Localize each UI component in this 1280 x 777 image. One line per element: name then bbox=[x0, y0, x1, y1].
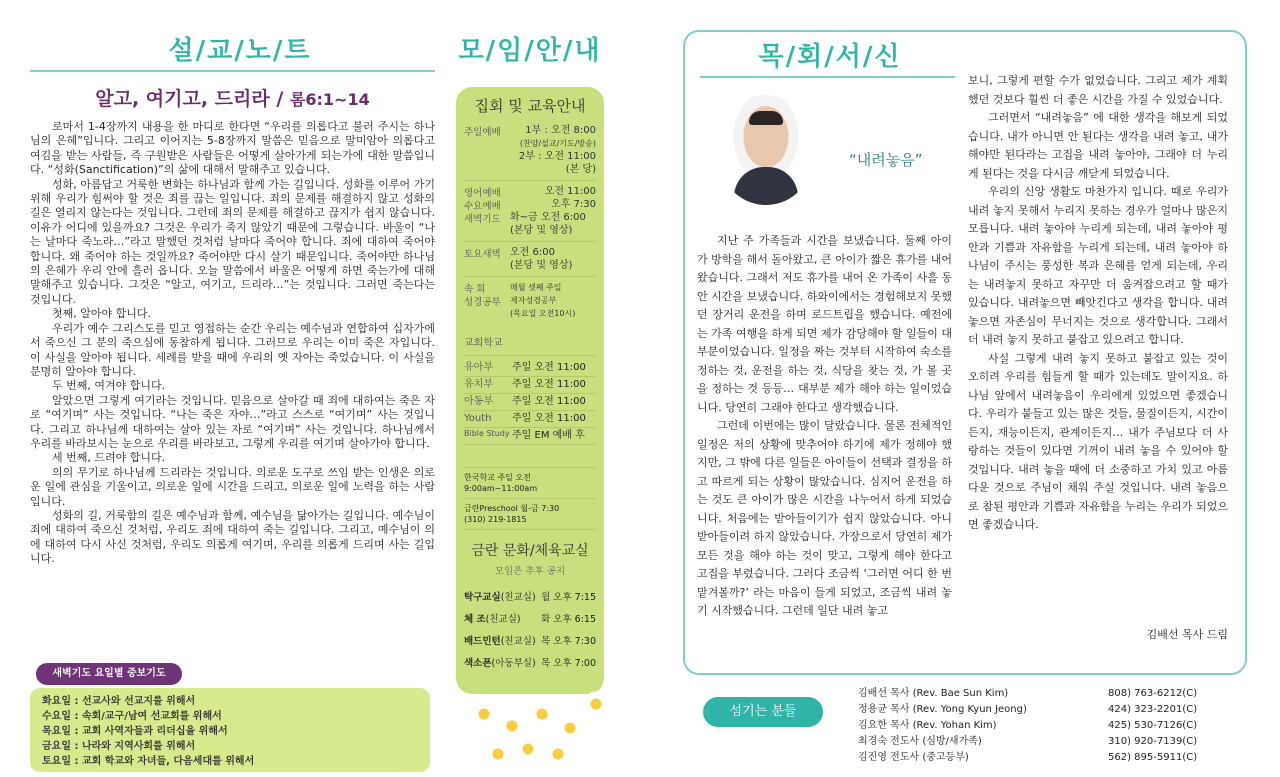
divider bbox=[464, 180, 596, 181]
center-row bbox=[464, 631, 596, 653]
schedule-label: 속 회 bbox=[464, 284, 486, 295]
school-time: 주일 오전 11:00 bbox=[512, 413, 586, 424]
divider bbox=[464, 529, 596, 530]
prayer-list bbox=[30, 688, 430, 772]
prayer-item: 수요일 : 속회/교구/남여 선교회를 위해서 bbox=[42, 711, 222, 722]
center-place: (아동부실) bbox=[491, 658, 536, 669]
spacer bbox=[464, 445, 596, 463]
daisy-flower-icon bbox=[470, 700, 498, 728]
center-place: (친교실) bbox=[485, 614, 521, 625]
schedule-label: 영어예배 bbox=[464, 188, 501, 199]
school-row bbox=[464, 360, 596, 377]
schedule-row bbox=[464, 294, 596, 320]
prayer-item: 토요일 : 교회 학교와 자녀들, 다음세대를 위해서 bbox=[42, 756, 255, 767]
prayer-item: 화요일 : 선교사와 선교지를 위해서 bbox=[42, 696, 196, 707]
center-title: 금란 문화/체육교실 bbox=[471, 543, 589, 559]
letter-paragraph: 우리의 신앙 생활도 마찬가지 입니다. 때로 우리가 내려 놓지 못해서 누리지 못하는 경우가 얼마나 많은지 모릅니다. 내려 놓아야 누리게 되는데, 내려 놓아야 평안과 기쁨과 자유함을 누리게 되는데, 내려 놓아야 하나님이 주시는 풍성한 복과 은혜를 얻게 되는데, 우리는 내려놓지 못하고 자꾸만 더 움켜잡으려고 할 때가 있습니다. 내려놓으면 빼앗긴다고 생각을 합니다. 내려 놓으면 자존심이 무너지는 것으로 생각합니다. 그래서 더 내려 놓지 못하고 붙잡고 있으려고 합니다. bbox=[968, 185, 1228, 346]
prayer-item: 금요일 : 나라와 지역사회를 위해서 bbox=[42, 741, 196, 752]
photo-hair bbox=[749, 111, 783, 125]
staff-list bbox=[858, 686, 1238, 766]
photo-suit bbox=[734, 167, 798, 205]
sermon-title-text: 알고, 여기고, 드리라 / bbox=[95, 88, 284, 110]
center-name: 체 조 bbox=[464, 614, 486, 625]
sermon-paragraph: 두 번째, 여겨야 합니다. bbox=[52, 379, 166, 393]
staff-phone: 808) 763-6212(C) bbox=[1108, 688, 1198, 699]
sermon-reference: 롬6:1~14 bbox=[289, 90, 370, 109]
school-row bbox=[464, 394, 596, 411]
school-name: 유아부 bbox=[464, 362, 493, 373]
schedule-value: (찬양/설교/기도/방송) bbox=[519, 139, 596, 148]
staff-row bbox=[858, 702, 1238, 718]
meeting-panel bbox=[456, 87, 604, 694]
staff-row bbox=[858, 750, 1238, 766]
school-time: 주일 EM 예배 후 bbox=[512, 430, 585, 441]
center-place: (친교실) bbox=[500, 592, 536, 603]
center-row bbox=[464, 609, 596, 631]
center-row bbox=[464, 587, 596, 609]
meeting-panel-title: 집회 및 교육안내 bbox=[474, 97, 586, 115]
school-time: 주일 오전 11:00 bbox=[512, 396, 586, 407]
sermon-paragraph: 성화의 길, 거룩함의 길은 예수님과 함께, 예수님을 닮아가는 길입니다. 예수님이 죄에 대하여 죽으신 것처럼, 우리도 죄에 대하여 죽는 길입니다. 그리고, 예수님이 의에 대하여 다시 사신 것처럼, 우리도 의롭게 여기며, 우리를 의롭게 드리며 사는 길입니다. bbox=[30, 508, 435, 566]
preschool-phone: (310) 219-1815 bbox=[464, 515, 527, 524]
sermon-body bbox=[30, 120, 435, 567]
center-name: 배드민턴 bbox=[464, 636, 501, 647]
staff-row bbox=[858, 686, 1238, 702]
prayer-item: 목요일 : 교회 사역자들과 리더십을 위해서 bbox=[42, 726, 228, 737]
staff-name: 김배선 목사 (Rev. Bae Sun Kim) bbox=[858, 688, 1009, 699]
pastor-photo bbox=[716, 95, 816, 205]
school-row bbox=[464, 428, 596, 445]
schedule-value: (목요일 오전10시) bbox=[510, 309, 576, 318]
staff-tag: 섬기는 분들 bbox=[703, 697, 823, 727]
staff-name: 최경숙 전도사 (심방/새가족) bbox=[858, 736, 982, 747]
schedule-label: 토요새벽 bbox=[464, 249, 501, 260]
schedule-row bbox=[464, 124, 596, 176]
staff-row bbox=[858, 718, 1238, 734]
schedule-value: 2부 : 오전 11:00 bbox=[518, 151, 596, 162]
sermon-paragraph: 세 번째, 드려야 합니다. bbox=[52, 451, 166, 465]
staff-phone: 425) 530-7126(C) bbox=[1108, 720, 1198, 731]
staff-phone: 310) 920-7139(C) bbox=[1108, 736, 1198, 747]
meeting-heading: 모/임/안/내 bbox=[458, 36, 602, 66]
letter-paragraph: 그런데 이번에는 많이 달랐습니다. 물론 전체적인 일정은 저의 상황에 맞추어야 하기에 제가 정해야 했지만, 그 밖에 다른 일들은 아이들이 선택과 결정을 하고 따르게 되는 상황이 많았습니다. 심지어 운전을 하는 것도 큰 아이가 많은 시간을 나누어서 하게 되었습니다. 처음에는 받아들이기가 쉽지 않았습니다. 아니 받아들이려 하지 않았습니다. 가장으로서 당연히 제가 모든 것을 해야 하는 것이 맞고, 그렇게 해야 한다고 고집을 부렸습니다. 그러다 조금씩 ‘그러면 어디 한 번 맡겨볼까?’ 라는 마음이 들게 되었고, 조금씩 내려 놓기 시작했습니다. 그런데 일단 내려 놓고 bbox=[697, 419, 952, 617]
school-row bbox=[464, 411, 596, 428]
daisy-flower-icon bbox=[556, 714, 584, 742]
schedule-value: 1부 : 오전 8:00 bbox=[525, 125, 596, 136]
center-note: 모임은 추후 공지 bbox=[494, 566, 566, 577]
letter-heading: 목/회/서/신 bbox=[758, 42, 902, 72]
letter-paragraph: 사실 그렇게 내려 놓지 못하고 붙잡고 있는 것이 오히려 우리를 힘들게 할 때가 있는데도 말이지요. 하나님 앞에서 내려놓음이 우리에게 있었으면 좋겠습니다. 우리가 붙들고 있는 많은 것들, 물질이든지, 시간이든지, 재능이든지, 관계이든지… 내가 주님보다 더 사랑하는 것들이 있다면 기꺼이 내려 놓을 수 있어야 할 것입니다. 내려 놓을 때에 더 소중하고 가치 있고 아름다운 것으로 주님이 채워 주실 것입니다. 내려 놓음으로 참된 평안과 기쁨과 자유함을 누리는 우리가 되었으면 좋겠습니다. bbox=[968, 351, 1228, 531]
schedule-row bbox=[464, 281, 596, 294]
sermon-heading-rule bbox=[30, 70, 435, 72]
school-time: 주일 오전 11:00 bbox=[512, 362, 586, 373]
school-row bbox=[464, 377, 596, 394]
center-name: 탁구교실 bbox=[464, 592, 501, 603]
schedule-value: 매월 셋째 주일 bbox=[510, 283, 562, 292]
center-time: 목 오후 7:00 bbox=[541, 658, 596, 669]
sermon-paragraph: 알았으면 그렇게 여기라는 것입니다. 믿음으로 살아갈 때 죄에 대하여는 죽은 자로 “여기며” 사는 것입니다. “나는 죽은 자야…”라고 스스로 “여기며” 사는 것입니다. 그리고 하나님께 대하여는 살아 있는 자로 “여기며” 사는 것입니다. 하나님께서 우리를 바라보시는 눈으로 우리를 바라보고, 그렇게 우리를 여기며 살아가야 합니다. bbox=[30, 393, 435, 450]
letter-paragraph: 보니, 그렇게 편할 수가 없었습니다. 그리고 제가 계획했던 것보다 훨씬 더 좋은 시간을 가질 수 있었습니다. bbox=[968, 74, 1228, 106]
school-title: 교회학교 bbox=[464, 338, 503, 349]
daisy-flower-icon bbox=[582, 690, 610, 718]
school-name: 유치부 bbox=[464, 379, 493, 390]
divider bbox=[464, 241, 596, 242]
schedule-label: 주일예배 bbox=[464, 127, 501, 138]
center-time: 월 오후 7:15 bbox=[541, 592, 596, 603]
schedule-row bbox=[464, 198, 596, 211]
sermon-paragraph: 로마서 1-4장까지 내용을 한 마디로 한다면 “우리를 의롭다고 불러 주시는 하나님의 은혜”입니다. 그리고 이어지는 5-8장까지 말씀은 믿음으로 말미암아 의롭다고 여김을 받는 사람들, 즉 구원받은 사람들은 어떻게 살아가게 되는가에 대한 말씀입니다. “성화(Sanctification)”의 삶에 대해서 말해주고 있습니다. bbox=[30, 120, 435, 177]
daisy-flower-icon bbox=[528, 700, 556, 728]
letter-heading-rule bbox=[700, 76, 955, 78]
staff-name: 김진영 전도사 (중고등부) bbox=[858, 752, 969, 763]
sermon-heading: 설/교/노/트 bbox=[168, 36, 312, 66]
schedule-value: 오전 6:00 bbox=[510, 247, 555, 258]
staff-row bbox=[858, 734, 1238, 750]
preschool: 금란Preschool 월-금 7:30 bbox=[464, 504, 560, 513]
school-name: 아동부 bbox=[464, 396, 493, 407]
schedule-value: (본 당) bbox=[565, 164, 596, 175]
schedule-row bbox=[464, 185, 596, 198]
schedule-value: (본당 및 영상) bbox=[510, 260, 573, 271]
center-place: (친교실) bbox=[500, 636, 536, 647]
staff-name: 김요한 목사 (Rev. Yohan Kim) bbox=[858, 720, 997, 731]
divider bbox=[464, 355, 596, 356]
schedule-value: 제자성경공부 bbox=[510, 296, 557, 305]
school-time: 주일 오전 11:00 bbox=[512, 379, 586, 390]
letter-paragraph: 그러면서 “내려놓음” 에 대한 생각을 해보게 되었습니다. 내가 아니면 안 된다는 생각을 내려 놓고, 내가 해야만 된다라는 고집을 내려 놓아야, 그래야 더 누리게 된다는 것을 다시금 깨닫게 되었습니다. bbox=[968, 111, 1228, 180]
daisy-flower-icon bbox=[544, 740, 572, 768]
staff-phone: 562) 895-5911(C) bbox=[1108, 752, 1198, 763]
schedule-row bbox=[464, 211, 596, 237]
schedule-label: 새벽기도 bbox=[464, 214, 501, 225]
sermon-paragraph: 첫째, 알아야 합니다. bbox=[52, 307, 151, 321]
schedule-value: 화~금 오전 6:00 bbox=[510, 212, 586, 223]
sermon-paragraph: 우리가 예수 그리스도를 믿고 영접하는 순간 우리는 예수님과 연합하여 십자가에서 죽으신 그 분의 죽으심에 동참하게 됩니다. 그러므로 우리는 이미 죽은 자입니다. 이 사실을 알아야 됩니다. 세례를 받을 때에 우리의 옛 자아는 죽었습니다. 이 사실을 분명히 알아야 합니다. bbox=[30, 321, 435, 378]
letter-body-left bbox=[697, 232, 952, 621]
prayer-tag: 새벽기도 요일별 중보기도 bbox=[36, 663, 182, 685]
center-name: 색소폰 bbox=[464, 658, 492, 669]
schedule-value: (본당 및 영상) bbox=[510, 225, 573, 236]
schedule-row bbox=[464, 246, 596, 272]
letter-signature: 김배선 목사 드림 bbox=[1146, 628, 1228, 641]
divider bbox=[464, 276, 596, 277]
divider bbox=[464, 498, 596, 499]
divider bbox=[464, 467, 596, 468]
schedule-label: 성경공부 bbox=[464, 297, 501, 308]
sermon-title bbox=[30, 84, 435, 111]
schedule-value: 오전 11:00 bbox=[544, 186, 596, 197]
staff-phone: 424) 323-2201(C) bbox=[1108, 704, 1198, 715]
daisy-flower-icon bbox=[484, 740, 512, 768]
sermon-paragraph: 의의 무기로 하나님께 드리라는 것입니다. 의로운 도구로 쓰임 받는 인생은 의로운 일에 관심을 기울이고, 의로운 일에 시간을 드리고, 의로운 일에 노력을 하는 사람입니다. bbox=[30, 465, 435, 508]
letter-paragraph: 지난 주 가족들과 시간을 보냈습니다. 둘째 아이가 방학을 해서 돌아왔고, 큰 아이가 짧은 휴가를 내어 왔습니다. 그래서 저도 휴가를 내어 온 가족이 사흘 동안 시간을 보냈습니다. 하와이에서는 경험해보지 못했던 장거리 운전을 하며 로드트립을 했습니다. 예전에는 가족 여행을 하게 되면 제가 감당해야 할 일들이 대부분이었습니다. 일정을 짜는 것부터 시작하여 숙소를 정하는 것, 운전을 하는 것, 식당을 찾는 것, 가 볼 곳을 정하는 것 등등… 대부분 제가 해야 하는 일이었습니다. 당연히 그래야 한다고 생각했습니다. bbox=[697, 234, 952, 414]
schedule-value: 오후 7:30 bbox=[551, 199, 596, 210]
daisy-flower-icon bbox=[514, 735, 542, 763]
center-time: 화 오후 6:15 bbox=[541, 614, 596, 625]
letter-body-right bbox=[968, 72, 1228, 535]
staff-name: 정용균 목사 (Rev. Yong Kyun Jeong) bbox=[858, 704, 1027, 715]
school-name: Bible Study bbox=[464, 429, 510, 438]
schedule-label: 수요예배 bbox=[464, 201, 501, 212]
letter-quote: “내려놓음” bbox=[849, 151, 923, 169]
center-row bbox=[464, 653, 596, 675]
school-name: Youth bbox=[464, 413, 492, 424]
sermon-paragraph: 성화, 아름답고 거룩한 변화는 하나님과 함께 가는 길입니다. 성화를 이루어 가기 위해 우리가 힘써야 할 것은 죄를 끊는 일입니다. 죄의 문제를 해결하지 않고 성화의 길은 열리지 않는다는 것입니다. 그런데 죄의 문제를 해결하고 끊지가 쉽지 않습니다. 이유가 어디에 있을까요? 그것은 우리가 죽지 않았기 때문에 그렇습니다. 바울이 “나는 날마다 죽노라…”라고 말했던 것처럼 날마다 죽어야 합니다. 죄에 대하여 죽어야 합니다. 왜 죽어야 하는 것일까요? 죽어야만 다시 살기 때문입니다. 죽어야만 하나님의 은혜가 우리 안에 흘러 옵니다. 오늘 말씀에서 바울은 어떻게 하면 죽는가에 대해 말해주고 있습니다. 그것은 “알고, 여기고, 드리라…”는 것입니다. 그러면 죽는다는 것입니다. bbox=[30, 177, 435, 306]
center-time: 목 오후 7:30 bbox=[541, 636, 596, 647]
korean-school: 한국학교 주일 오전 9:00am~11:00am bbox=[464, 473, 538, 493]
